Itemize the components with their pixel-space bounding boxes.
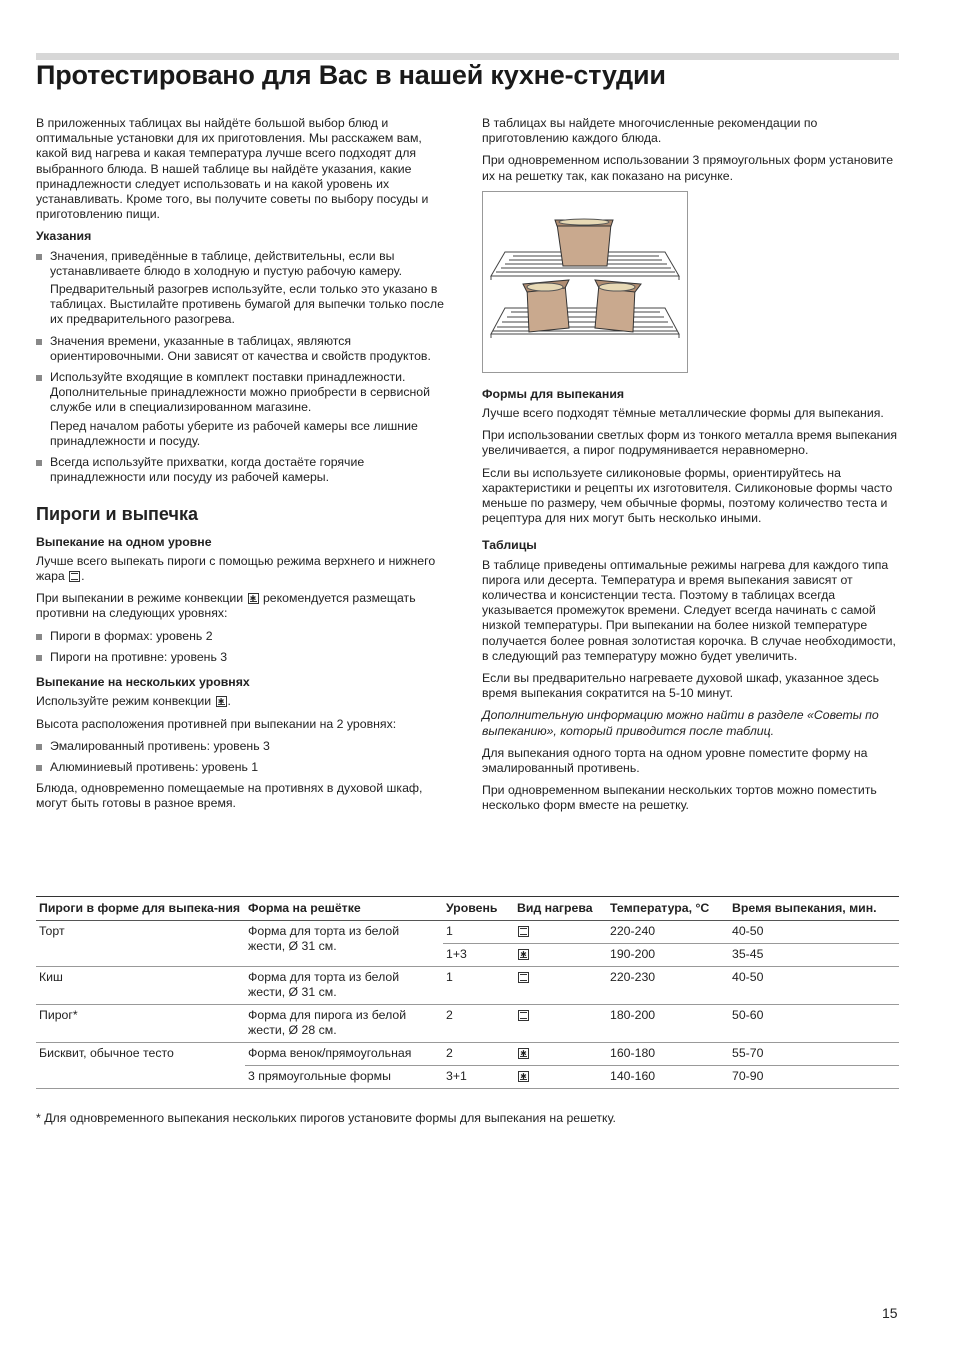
table-row (36, 967, 899, 1005)
column-header: Уровень (443, 897, 514, 921)
multi-level-p1: Используйте режим конвекции ✱ . (36, 694, 456, 709)
top-rule (36, 53, 899, 60)
top-bottom-heat-icon (69, 571, 80, 582)
column-header: Время выпекания, мин. (729, 897, 899, 921)
tables-p2: Если вы предварительно нагреваете духовой шкаф, указанное здесь время выпекания сократится на 5-10 минут. (482, 671, 879, 701)
table-cell: Форма венок/прямоугольная (245, 1043, 443, 1066)
convection-icon (518, 1071, 529, 1082)
single-level-heading: Выпекание на одном уровне (36, 534, 212, 549)
table-row (36, 1043, 899, 1066)
table-cell: 3 прямоугольные формы (245, 1066, 443, 1089)
right-p2: При одновременном использовании 3 прямоугольных форм установите их на решетку так, как показано на рисунке. (482, 153, 894, 183)
forms-p1: Лучше всего подходят тёмные металлические формы для выпекания. (482, 406, 884, 421)
table-cell (514, 1066, 607, 1089)
list-item: Значения, приведённые в таблице, действительны, если вы устанавливаете блюдо в холодную и пустую рабочую камеру. Предварительный разогрев используйте, если только это указано в таблицах. Выстилайте противень бумагой для выпечки только после их предварительного разогрева. (36, 249, 456, 328)
single-level-list (36, 629, 456, 665)
list-item: Значения времени, указанные в таблицах, являются ориентировочными. Они зависят от качества и свойств продуктов. (36, 334, 456, 364)
table-cell: 220-230 (607, 967, 729, 1005)
table-cell: 140-160 (607, 1066, 729, 1089)
table-row (36, 1005, 899, 1043)
section-title: Пироги и выпечка (36, 504, 198, 525)
table-cell (514, 1043, 607, 1066)
table-cell (514, 944, 607, 967)
convection-icon (518, 949, 529, 960)
forms-p3: Если вы используете силиконовые формы, ориентируйтесь на характеристики и рецепты их изготовителя. Силиконовые формы часто меньше по размеру, чем обычные формы, поэтому количество теста и рецептура для них могут быть несколько иными. (482, 465, 893, 526)
column-header: Пироги в форме для выпека-ния (36, 897, 245, 921)
tables-p4: Для выпекания одного торта на одном уровне поместите форму на эмалированный противень. (482, 745, 868, 776)
page-number: 15 (882, 1305, 898, 1321)
table-cell: Форма для торта из белой жести, Ø 31 см. (245, 967, 443, 1005)
page-title: Протестировано для Вас в нашей кухне-студии (36, 60, 666, 90)
list-item: Используйте входящие в комплект поставки принадлежности. Дополнительные принадлежности можно приобрести в сервисной службе или в специализированном магазине. Перед началом работы уберите из рабочей камеры все лишние принадлежности и посуду. (36, 370, 456, 449)
left-column (36, 116, 456, 819)
table-cell: 180-200 (607, 1005, 729, 1043)
column-header: Форма на решётке (245, 897, 443, 921)
list-item: Алюминиевый противень: уровень 1 (36, 760, 456, 775)
table-cell: 3+1 (443, 1066, 514, 1089)
top-bottom-heat-icon (518, 1010, 529, 1021)
table-cell: Форма для пирога из белой жести, Ø 28 см. (245, 1005, 443, 1043)
tables-p5: При одновременном выпекании нескольких тортов можно поместить несколько форм вместе на решетку. (482, 783, 877, 813)
table-cell: Пирог* (36, 1005, 245, 1043)
table-cell: Бисквит, обычное тесто (36, 1043, 245, 1089)
table-cell (514, 967, 607, 1005)
multi-level-p2: Высота расположения противней при выпекании на 2 уровнях: (36, 716, 397, 731)
top-bottom-heat-icon (518, 926, 529, 937)
table-cell (514, 1005, 607, 1043)
table-cell: Форма для торта из белой жести, Ø 31 см. (245, 921, 443, 967)
table-cell: 1 (443, 921, 514, 944)
table-cell: Торт (36, 921, 245, 967)
multi-level-list (36, 739, 456, 775)
forms-p2: При использовании светлых форм из тонкого металла время выпекания увеличивается, а пирог подрумянивается неравномерно. (482, 428, 898, 458)
table-footnote: * Для одновременного выпекания нескольких пирогов установите формы для выпекания на решетку. (36, 1111, 616, 1125)
list-item: Всегда используйте прихватки, когда достаёте горячие принадлежности или посуду из рабочей камеры. (36, 455, 456, 485)
convection-icon (216, 696, 227, 707)
table-cell: 70-90 (729, 1066, 899, 1089)
top-bottom-heat-icon (518, 972, 529, 983)
list-item: Пироги на противне: уровень 3 (36, 650, 456, 665)
table-cell: 40-50 (729, 967, 899, 1005)
multi-level-heading: Выпекание на нескольких уровнях (36, 675, 250, 690)
table-cell: 2 (443, 1043, 514, 1066)
table-cell: 40-50 (729, 921, 899, 944)
multi-level-p3: Блюда, одновременно помещаемые на противнях в духовой шкаф, могут быть готовы в разное время. (36, 781, 423, 811)
single-level-p1: Лучше всего выпекать пироги с помощью режима верхнего и нижнего жара . (36, 553, 436, 584)
forms-heading: Формы для выпекания (482, 386, 625, 401)
notes-list (36, 249, 456, 486)
table-cell: Киш (36, 967, 245, 1005)
three-pans-on-rack-illustration (482, 191, 688, 373)
table-cell: 1+3 (443, 944, 514, 967)
table-cell: 160-180 (607, 1043, 729, 1066)
right-column (482, 116, 902, 821)
tables-heading: Таблицы (482, 538, 537, 553)
convection-icon (248, 593, 259, 604)
table-header-row (36, 897, 899, 921)
right-p1: В таблицах вы найдете многочисленные рекомендации по приготовлению каждого блюда. (482, 116, 818, 146)
table-cell: 35-45 (729, 944, 899, 967)
column-header: Температура, °C (607, 897, 729, 921)
table-cell: 1 (443, 967, 514, 1005)
table-cell: 50-60 (729, 1005, 899, 1043)
table-cell: 55-70 (729, 1043, 899, 1066)
list-item: Пироги в формах: уровень 2 (36, 629, 456, 644)
column-header: Вид нагрева (514, 897, 607, 921)
tables-p1: В таблице приведены оптимальные режимы нагрева для каждого типа пирога или десерта. Температура и время выпекания зависят от количества и консистенции теста. Поэтому в таблицах всегда указывается промежуток времени. Следует всегда начинать с самой низкой температуры. При выпекании на более низкой температуре получается более ровная золотистая корочка. В случае необходимости, в следующий раз температуру можно будет увеличить. (482, 557, 896, 663)
table-cell (514, 921, 607, 944)
single-level-p2: При выпекании в режиме конвекции ✱ рекомендуется размещать противни на следующих уровнях: (36, 591, 456, 621)
table-cell: 2 (443, 1005, 514, 1043)
notes-heading: Указания (36, 229, 92, 244)
convection-icon (518, 1048, 529, 1059)
tables-p3: Дополнительную информацию можно найти в разделе «Советы по выпеканию», который приводится после таблиц. (482, 708, 879, 738)
table-cell: 190-200 (607, 944, 729, 967)
table-cell: 220-240 (607, 921, 729, 944)
table-row (36, 921, 899, 944)
intro-paragraph: В приложенных таблицах вы найдёте большой выбор блюд и оптимальные установки для их приготовления. Мы расскажем вам, какой вид нагрева и какая температура лучше всего подходят для выбранного блюда. В нашей таблице вы найдёте указания, какие принадлежности следует использовать и на какой уровень их устанавливать. Кроме того, вы получите советы по выбору посуды и приготовлению пищи. (36, 116, 429, 222)
list-item: Эмалированный противень: уровень 3 (36, 739, 456, 754)
baking-table (36, 896, 899, 1089)
